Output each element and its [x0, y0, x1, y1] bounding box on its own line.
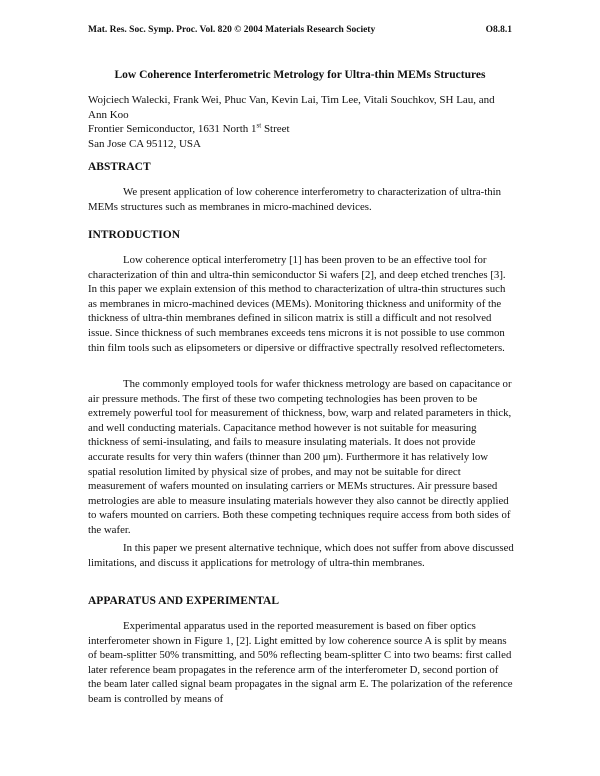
intro-paragraph-1: Low coherence optical interferometry [1] has been proven to be an effective tool for characterization of thin and ultra-thin semiconductor Si wafers [2], and deep etched trenches [3]. In this paper we explain extension of this method to characterization of ultra-thin structures such as membranes in micro-machined devices (MEMs). Monitoring thickness and uniformity of the thickness of ultra-thin membranes defined in silicon matrix is still a difficult and not resolved issue. Since thickness of such membranes exceeds tens microns it is not possible to use common thin film tools such as elipsometers or dipersive or diffractive spectrally resolved reflectometers.	[88, 254, 506, 354]
affiliation-street: Frontier Semiconductor, 1631 North 1	[88, 123, 257, 135]
affiliation-city: San Jose CA 95112, USA	[88, 138, 201, 150]
paper-number: O8.8.1	[485, 25, 512, 35]
affiliation-street-end: Street	[261, 123, 290, 135]
apparatus-paragraph: Experimental apparatus used in the reported measurement is based on fiber optics interferometer shown in Figure 1, [2]. Light emitted by low coherence source A is split by means of beam-splitter 50% transmitting, and 50% reflecting beam-splitter C into two beams: first called later reference beam propagates in the reference arm of the interferometer D, second portion of the beam later called signal beam propagates in the signal arm E. The polarization of the reference beam is controlled by means of	[88, 620, 513, 705]
intro-paragraph-3: In this paper we present alternative technique, which does not suffer from above discussed limitations, and discuss it applications for metrology of ultra-thin membranes.	[88, 542, 514, 569]
abstract-heading: ABSTRACT	[88, 161, 151, 173]
apparatus-heading: APPARATUS AND EXPERIMENTAL	[88, 595, 280, 607]
ordinal-suffix: st	[256, 121, 262, 130]
paper-title: Low Coherence Interferometric Metrology for Ultra-thin MEMs Structures	[114, 69, 486, 81]
abstract-paragraph: We present application of low coherence interferometry to characterization of ultra-thin MEMs structures such as membranes in micro-machined devices.	[88, 186, 502, 213]
intro-paragraph-2: The commonly employed tools for wafer thickness metrology are based on capacitance or air pressure methods. The first of these two competing technologies has been proven to be extremely powerful tool for measurement of thickness, bow, warp and related parameters in thick, and well conducting materials. Capacitance method however is not suitable for measuring thickness of semi-insulating, and fails to measure insulating materials. It does not provide accurate results for very thin wafers (thinner than 200 μm). Furthermore it has relatively low spatial resolution limited by physical size of probes, and may not be suitable for direct measurement of wafers mounted on insulating carriers or MEMs structures. Air pressure based metrologies are able to measure insulating materials however they also cannot be directly applied to wafers mounted on carriers. Both these competing techniques require access from both sides of the wafer.	[88, 378, 512, 536]
affiliation-line-1	[88, 122, 290, 137]
journal-citation: Mat. Res. Soc. Symp. Proc. Vol. 820 © 2004 Materials Research Society	[88, 25, 376, 35]
running-header	[88, 25, 512, 35]
introduction-heading: INTRODUCTION	[88, 229, 181, 241]
author-list: Wojciech Walecki, Frank Wei, Phuc Van, Kevin Lai, Tim Lee, Vitali Souchkov, SH Lau, and Ann Koo	[88, 94, 495, 121]
